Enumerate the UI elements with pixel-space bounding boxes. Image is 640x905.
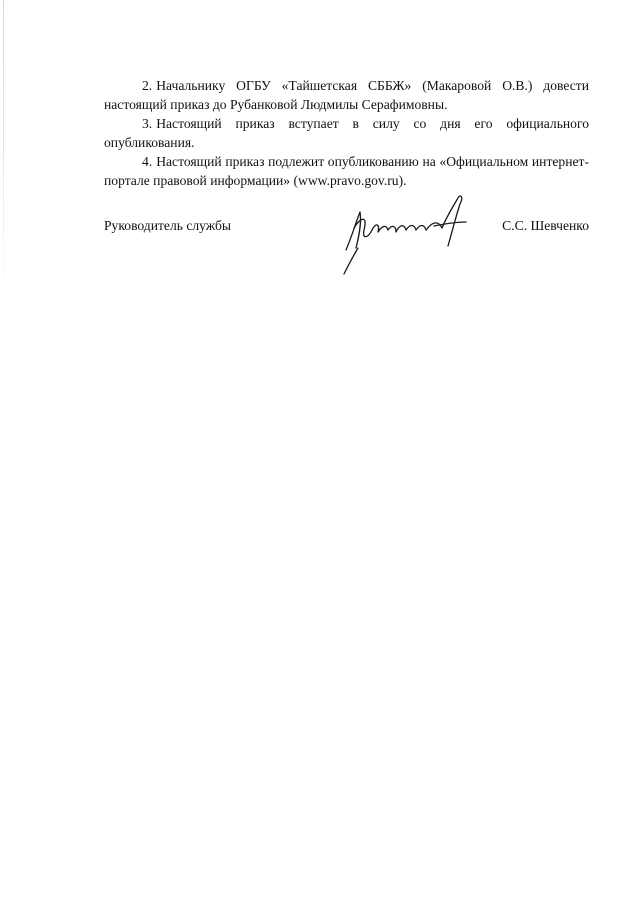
paragraph-number: 4. — [142, 154, 153, 169]
signature-block — [104, 216, 589, 240]
signer-name: С.С. Шевченко — [502, 218, 589, 233]
paragraph-number: 3. — [142, 116, 153, 131]
paragraph-number: 2. — [142, 78, 153, 93]
paragraph-text: Начальнику ОГБУ «Тайшетская СББЖ» (Макаровой О.В.) довести настоящий приказ до Рубанковой Людмилы Серафимовны. — [104, 78, 589, 112]
paragraph-4 — [104, 152, 589, 190]
paragraph-text: Настоящий приказ подлежит опубликованию на «Официальном интернет-портале правовой информации» (www.pravo.gov.ru). — [104, 154, 589, 188]
signer-role: Руководитель службы — [104, 218, 232, 233]
paragraph-3 — [104, 114, 589, 152]
paragraph-text: Настоящий приказ вступает в силу со дня его официального опубликования. — [104, 116, 589, 150]
scan-edge-shadow — [3, 0, 4, 300]
document-body — [104, 76, 589, 190]
paragraph-2 — [104, 76, 589, 114]
